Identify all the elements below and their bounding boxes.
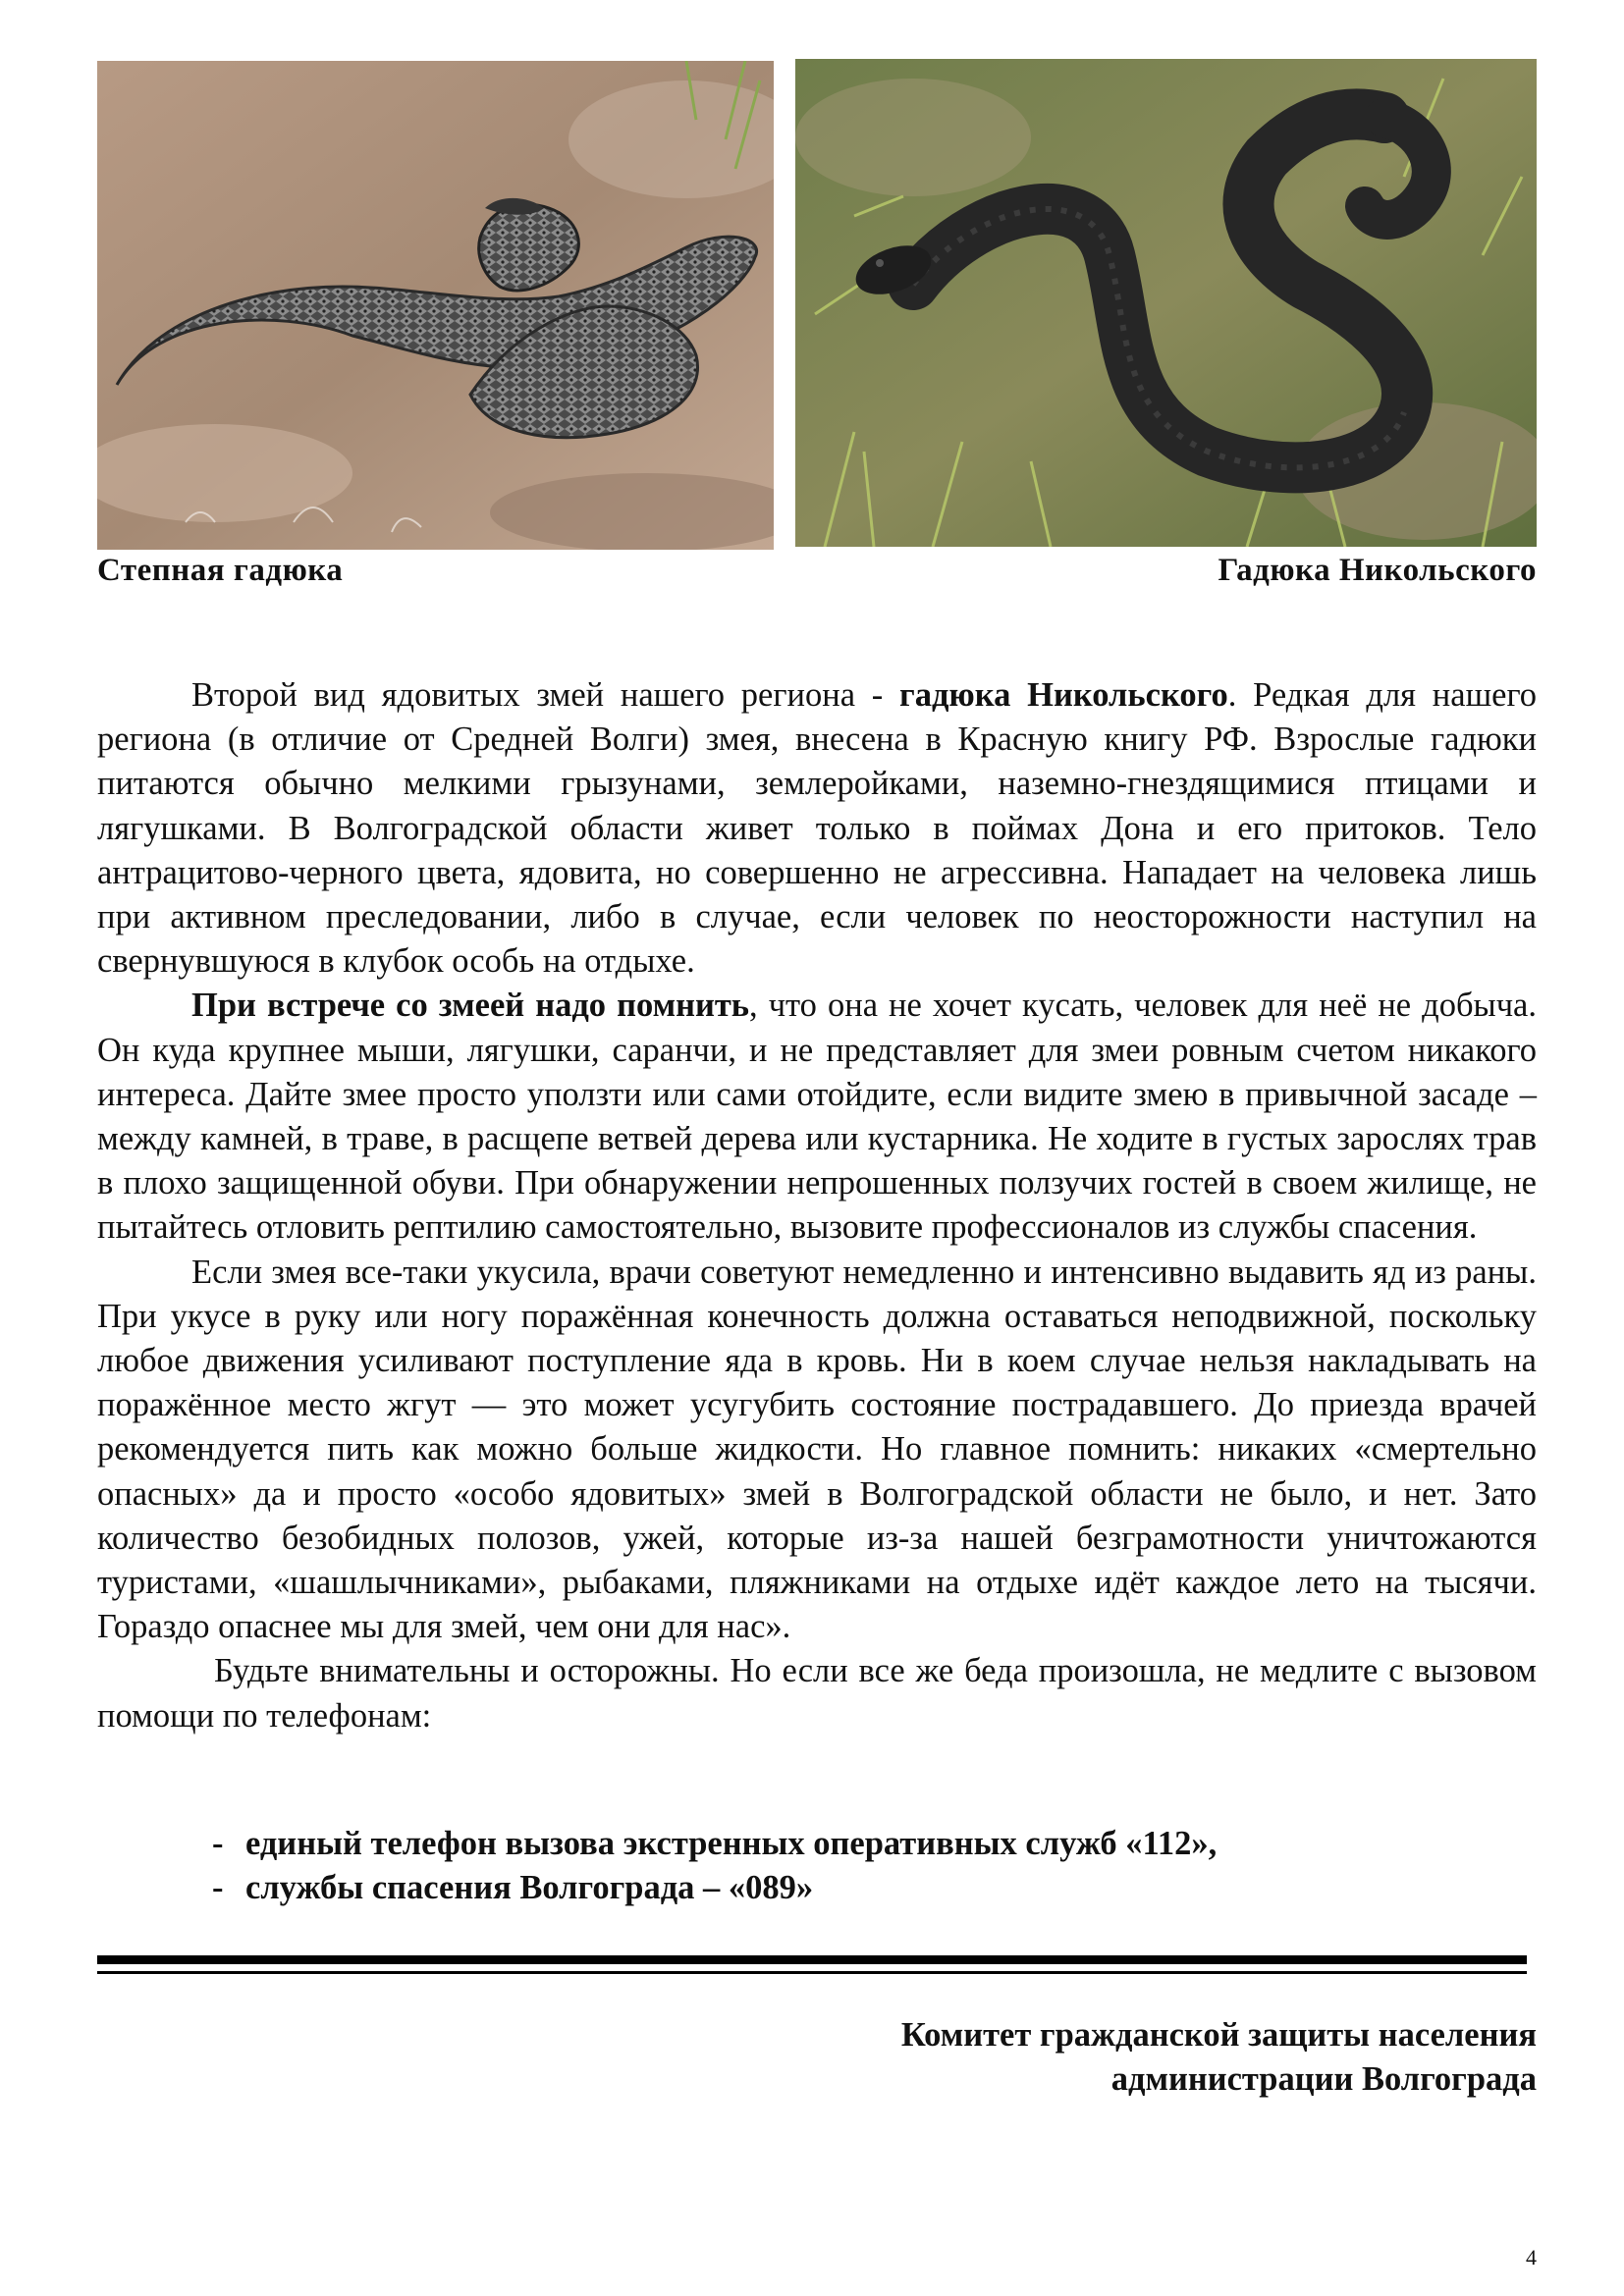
article-body	[97, 673, 1537, 1738]
divider-thick	[97, 1955, 1527, 1964]
caption-steppe-viper: Степная гадюка	[97, 553, 344, 588]
paragraph-nikolsky-viper	[97, 673, 1537, 984]
page-number: 4	[1526, 2245, 1537, 2269]
divider-thin	[97, 1971, 1527, 1974]
paragraph-text: Второй вид ядовитых змей нашего региона -	[191, 676, 900, 714]
caption-nikolsky-viper: Гадюка Никольского	[1218, 553, 1537, 588]
signature-line-1: Комитет гражданской защиты населения	[900, 2016, 1537, 2054]
list-dash: -	[212, 1825, 224, 1862]
paragraph-call-for-help: Будьте внимательны и осторожны. Но если все же беда произошла, не медлите с вызовом помощи по телефонам:	[97, 1652, 1537, 1735]
steppe-viper-image	[97, 61, 774, 550]
paragraph-text: , что она не хочет кусать, человек для неё не добыча. Он куда крупнее мыши, лягушки, саранчи, и не представляет для змеи ровным счетом никакого интереса. Дайте змее просто уползти или сами отойдите, если видите змею в привычной засаде – между камней, в траве, в расщепе ветвей дерева или кустарника. Не ходите в густых зарослях трав в плохо защищенной обуви. При обнаружении непрошенных ползучих гостей в своем жилище, не пытайтесь отловить рептилию самостоятельно, вызовите профессионалов из службы спасения.	[97, 987, 1537, 1247]
list-dash: -	[212, 1869, 224, 1906]
paragraph-text: . Редкая для нашего региона (в отличие от Средней Волги) змея, внесена в Красную книгу РФ. Взрослые гадюки питаются обычно мелкими грызунами, землеройками, наземно-гнездящимися птицами и лягушками. В Волгоградской области живет только в поймах Дона и его притоков. Тело антрацитово-черного цвета, ядовита, но совершенно не агрессивна. Нападает на человека лишь при активном преследовании, либо в случае, если человек по неосторожности наступил на свернувшуюся в клубок особь на отдыхе.	[97, 676, 1537, 981]
phone-item-text: службы спасения Волгограда – «089»	[245, 1869, 814, 1906]
highlighted-advice-heading: При встрече со змеей надо помнить	[191, 987, 750, 1025]
signature-line-2: администрации Волгограда	[1110, 2060, 1537, 2098]
steppe-viper-photo	[97, 61, 774, 550]
phone-item-112	[212, 1822, 1217, 1866]
phone-item-089	[212, 1866, 1217, 1910]
paragraph-encounter-advice	[97, 984, 1537, 1250]
nikolsky-viper-image	[795, 59, 1537, 547]
emergency-phone-list	[212, 1822, 1217, 1910]
highlighted-species-name: гадюка Никольского	[899, 676, 1228, 714]
signature-block	[901, 2013, 1537, 2102]
paragraph-bite-first-aid: Если змея все-таки укусила, врачи советуют немедленно и интенсивно выдавить яд из раны. При укусе в руку или ногу поражённая конечность должна оставаться неподвижной, поскольку любое движения усиливают поступление яда в кровь. Ни в коем случае нельзя накладывать на поражённое место жгут — это может усугубить состояние пострадавшего. До приезда врачей рекомендуется пить как можно больше жидкости. Но главное помнить: никаких «смертельно опасных» да и просто «особо ядовитых» змей в Волгоградской области не было, и нет. Зато количество безобидных полозов, ужей, которые из-за нашей безграмотности уничтожаются туристами, «шашлычниками», рыбаками, пляжниками на отдыхе идёт каждое лето на тысячи. Гораздо опаснее мы для змей, чем они для нас».	[97, 1253, 1537, 1646]
phone-item-text: единый телефон вызова экстренных оперативных служб «112»,	[245, 1825, 1218, 1862]
nikolsky-viper-photo	[795, 59, 1537, 547]
